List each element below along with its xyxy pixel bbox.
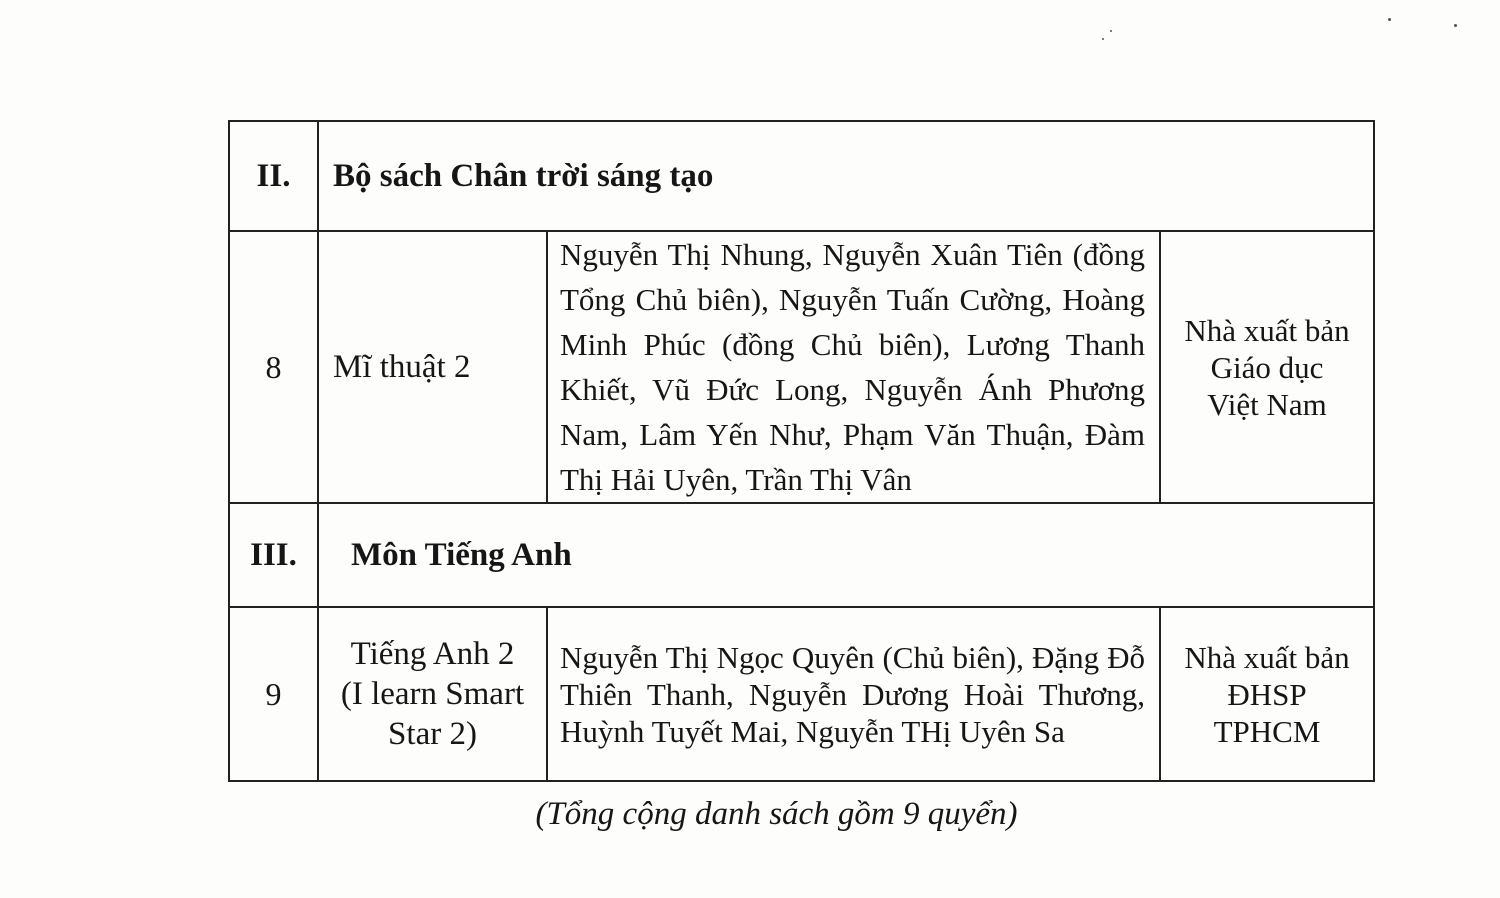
section-number: II. [229, 121, 318, 231]
textbook-list-table [228, 120, 1375, 782]
section-title: Môn Tiếng Anh [318, 503, 1374, 607]
publisher-line: Việt Nam [1207, 386, 1327, 422]
publisher-line: Giáo dục [1210, 349, 1324, 385]
row-number: 8 [229, 231, 318, 503]
book-title [318, 607, 547, 781]
book-authors: Nguyễn Thị Nhung, Nguyễn Xuân Tiên (đồng Tổng Chủ biên), Nguyễn Tuấn Cường, Hoàng Minh Phúc (đồng Chủ biên), Lương Thanh Khiết, Vũ Đức Long, Nguyễn Ánh Phương Nam, Lâm Yến Như, Phạm Văn Thuận, Đàm Thị Hải Uyên, Trần Thị Vân [547, 231, 1160, 503]
scan-speck [1110, 30, 1112, 32]
section-title: Bộ sách Chân trời sáng tạo [318, 121, 1374, 231]
scan-speck [1454, 24, 1457, 27]
section-row-ii [229, 121, 1374, 231]
publisher-line: Nhà xuất bản [1184, 639, 1350, 675]
book-title-line: (I learn Smart [340, 676, 525, 712]
book-title-line: Mĩ thuật 2 [333, 348, 471, 385]
section-row-iii [229, 503, 1374, 607]
book-title-line: Tiếng Anh 2 [350, 636, 515, 672]
table-row [229, 607, 1374, 781]
scan-speck [1388, 18, 1391, 21]
table-row [229, 231, 1374, 503]
total-count-note: (Tổng cộng danh sách gồm 9 quyển) [535, 796, 1018, 832]
section-number: III. [229, 503, 318, 607]
publisher-line: ĐHSP [1227, 676, 1307, 712]
row-number: 9 [229, 607, 318, 781]
book-authors: Nguyễn Thị Ngọc Quyên (Chủ biên), Đặng Đỗ Thiên Thanh, Nguyễn Dương Hoài Thương, Huỳnh Tuyết Mai, Nguyễn THị Uyên Sa [547, 607, 1160, 781]
textbook-list-table-container [228, 120, 1373, 782]
book-publisher [1160, 607, 1374, 781]
book-title [318, 231, 547, 503]
scan-speck [1102, 38, 1104, 40]
book-publisher [1160, 231, 1374, 503]
publisher-line: TPHCM [1213, 713, 1321, 749]
book-title-line: Star 2) [388, 716, 477, 752]
publisher-line: Nhà xuất bản [1184, 312, 1350, 348]
